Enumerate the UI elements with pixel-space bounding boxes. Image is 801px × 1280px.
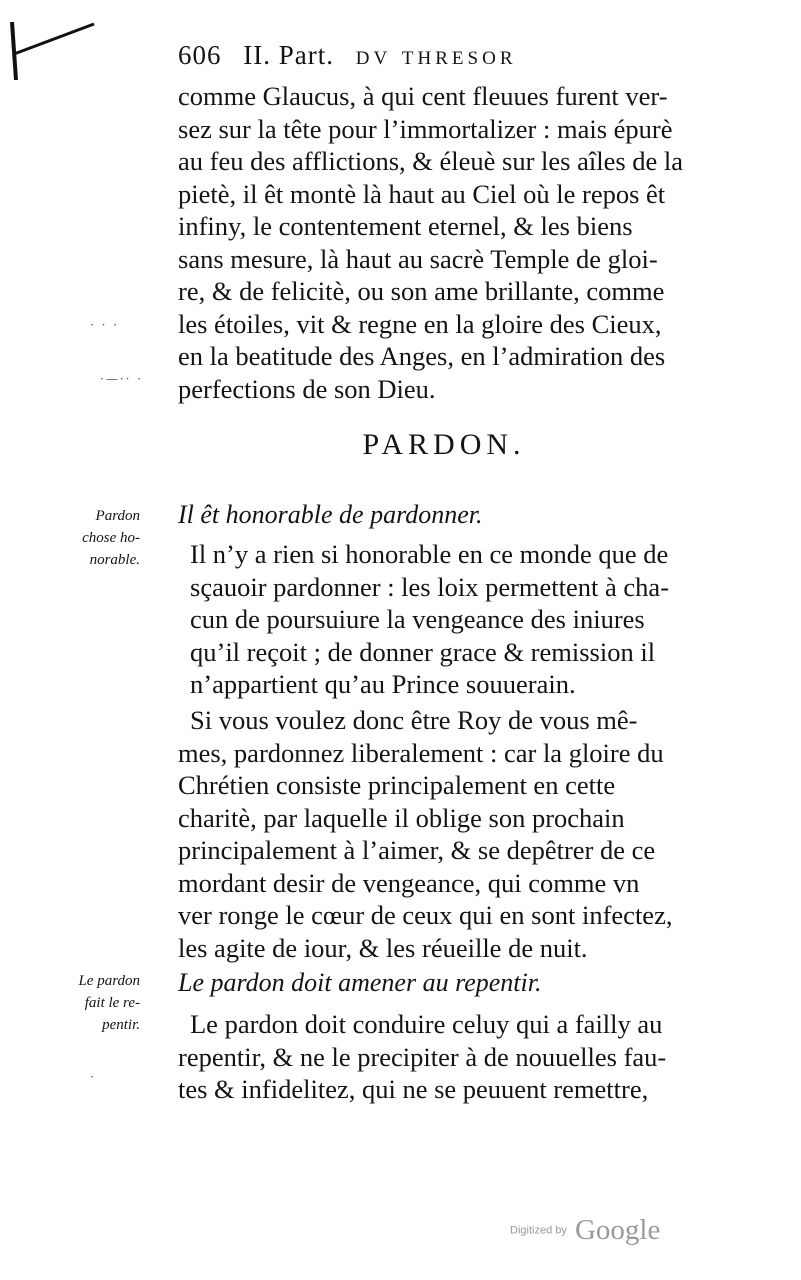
- text-line: re, & de felicitè, ou son ame brillante, comme: [178, 276, 665, 306]
- text-line: sans mesure, là haut au sacrè Temple de gloi-: [178, 243, 658, 274]
- text-line: perfections de son Dieu.: [178, 373, 436, 404]
- page-number: 606: [178, 40, 222, 70]
- paragraph-honorable: [178, 538, 710, 701]
- page-corner-mark: [6, 20, 96, 80]
- text-line: en la beatitude des Anges, en l’admiration des: [178, 341, 666, 371]
- text-line: Chrétien consiste principalement en cette: [178, 770, 616, 800]
- ink-speck: · · ·: [90, 318, 120, 332]
- text-line: sez sur la tête pour l’immortalizer : mais épurè: [178, 113, 673, 144]
- text-line: les agite de iour, & les réueille de nuit.: [178, 932, 588, 963]
- google-logo: Google: [574, 1214, 661, 1246]
- text-line: Il n’y a rien si honorable en ce monde que de: [190, 539, 669, 569]
- running-header: [178, 40, 698, 71]
- margin-note-line: fait le re-: [84, 995, 140, 1011]
- text-line: repentir, & ne le precipiter à de nouuelles fau-: [178, 1041, 667, 1072]
- text-line: Si vous voulez donc être Roy de vous mê-: [190, 705, 638, 735]
- text-line: cun de poursuiure la vengeance des iniures: [190, 604, 645, 634]
- digitized-label: Digitized by: [510, 1224, 567, 1237]
- text-line: au feu des afflictions, & éleuè sur les aîles de la: [178, 146, 684, 176]
- text-line: mordant desir de vengeance, qui comme vn: [178, 867, 640, 898]
- text-line: charitè, par laquelle il oblige son prochain: [178, 802, 625, 833]
- text-line: infiny, le contentement eternel, & les biens: [178, 211, 633, 241]
- text-line: mes, pardonnez liberalement : car la gloire du: [178, 737, 664, 768]
- ink-speck: ·: [90, 1070, 96, 1084]
- text-line: pietè, il êt montè là haut au Ciel où le repos êt: [178, 178, 666, 209]
- section-title: PARDON.: [362, 428, 526, 461]
- text-line: ver ronge le cœur de ceux qui en sont infectez,: [178, 900, 673, 930]
- margin-note-line: pentir.: [102, 1017, 140, 1033]
- margin-note-line: chose ho-: [82, 530, 140, 546]
- margin-note-line: norable.: [89, 552, 140, 568]
- subhead-repentir: Le pardon doit amener au repentir.: [178, 968, 542, 997]
- margin-note-repentir: [52, 970, 140, 1036]
- subhead-honorable: Il êt honorable de pardonner.: [178, 500, 483, 529]
- paragraph-repentir: [178, 1008, 710, 1106]
- text-line: principalement à l’aimer, & se depêtrer de ce: [178, 835, 656, 865]
- text-line: Le pardon doit conduire celuy qui a failly au: [190, 1009, 663, 1039]
- text-line: n’appartient qu’au Prince souuerain.: [190, 669, 576, 699]
- margin-note-line: Pardon: [95, 508, 140, 524]
- text-line: tes & infidelitez, qui ne se peuuent remettre,: [178, 1074, 649, 1104]
- paragraph-roy: [178, 704, 710, 964]
- ink-speck: ·—·· ·: [100, 372, 144, 386]
- text-line: sçauoir pardonner : les loix permettent à cha-: [190, 571, 670, 602]
- digitized-by-google: [510, 1214, 690, 1247]
- paragraph-top: [178, 80, 710, 405]
- margin-note-honorable: [52, 505, 140, 571]
- text-line: les étoiles, vit & regne en la gloire des Cieux,: [178, 308, 662, 339]
- header-title: dv thresor: [355, 40, 517, 70]
- header-part: II. Part.: [243, 40, 334, 70]
- margin-note-line: Le pardon: [78, 973, 140, 989]
- text-line: qu’il reçoit ; de donner grace & remission il: [190, 636, 656, 667]
- text-line: comme Glaucus, à qui cent fleuues furent ver-: [178, 81, 668, 111]
